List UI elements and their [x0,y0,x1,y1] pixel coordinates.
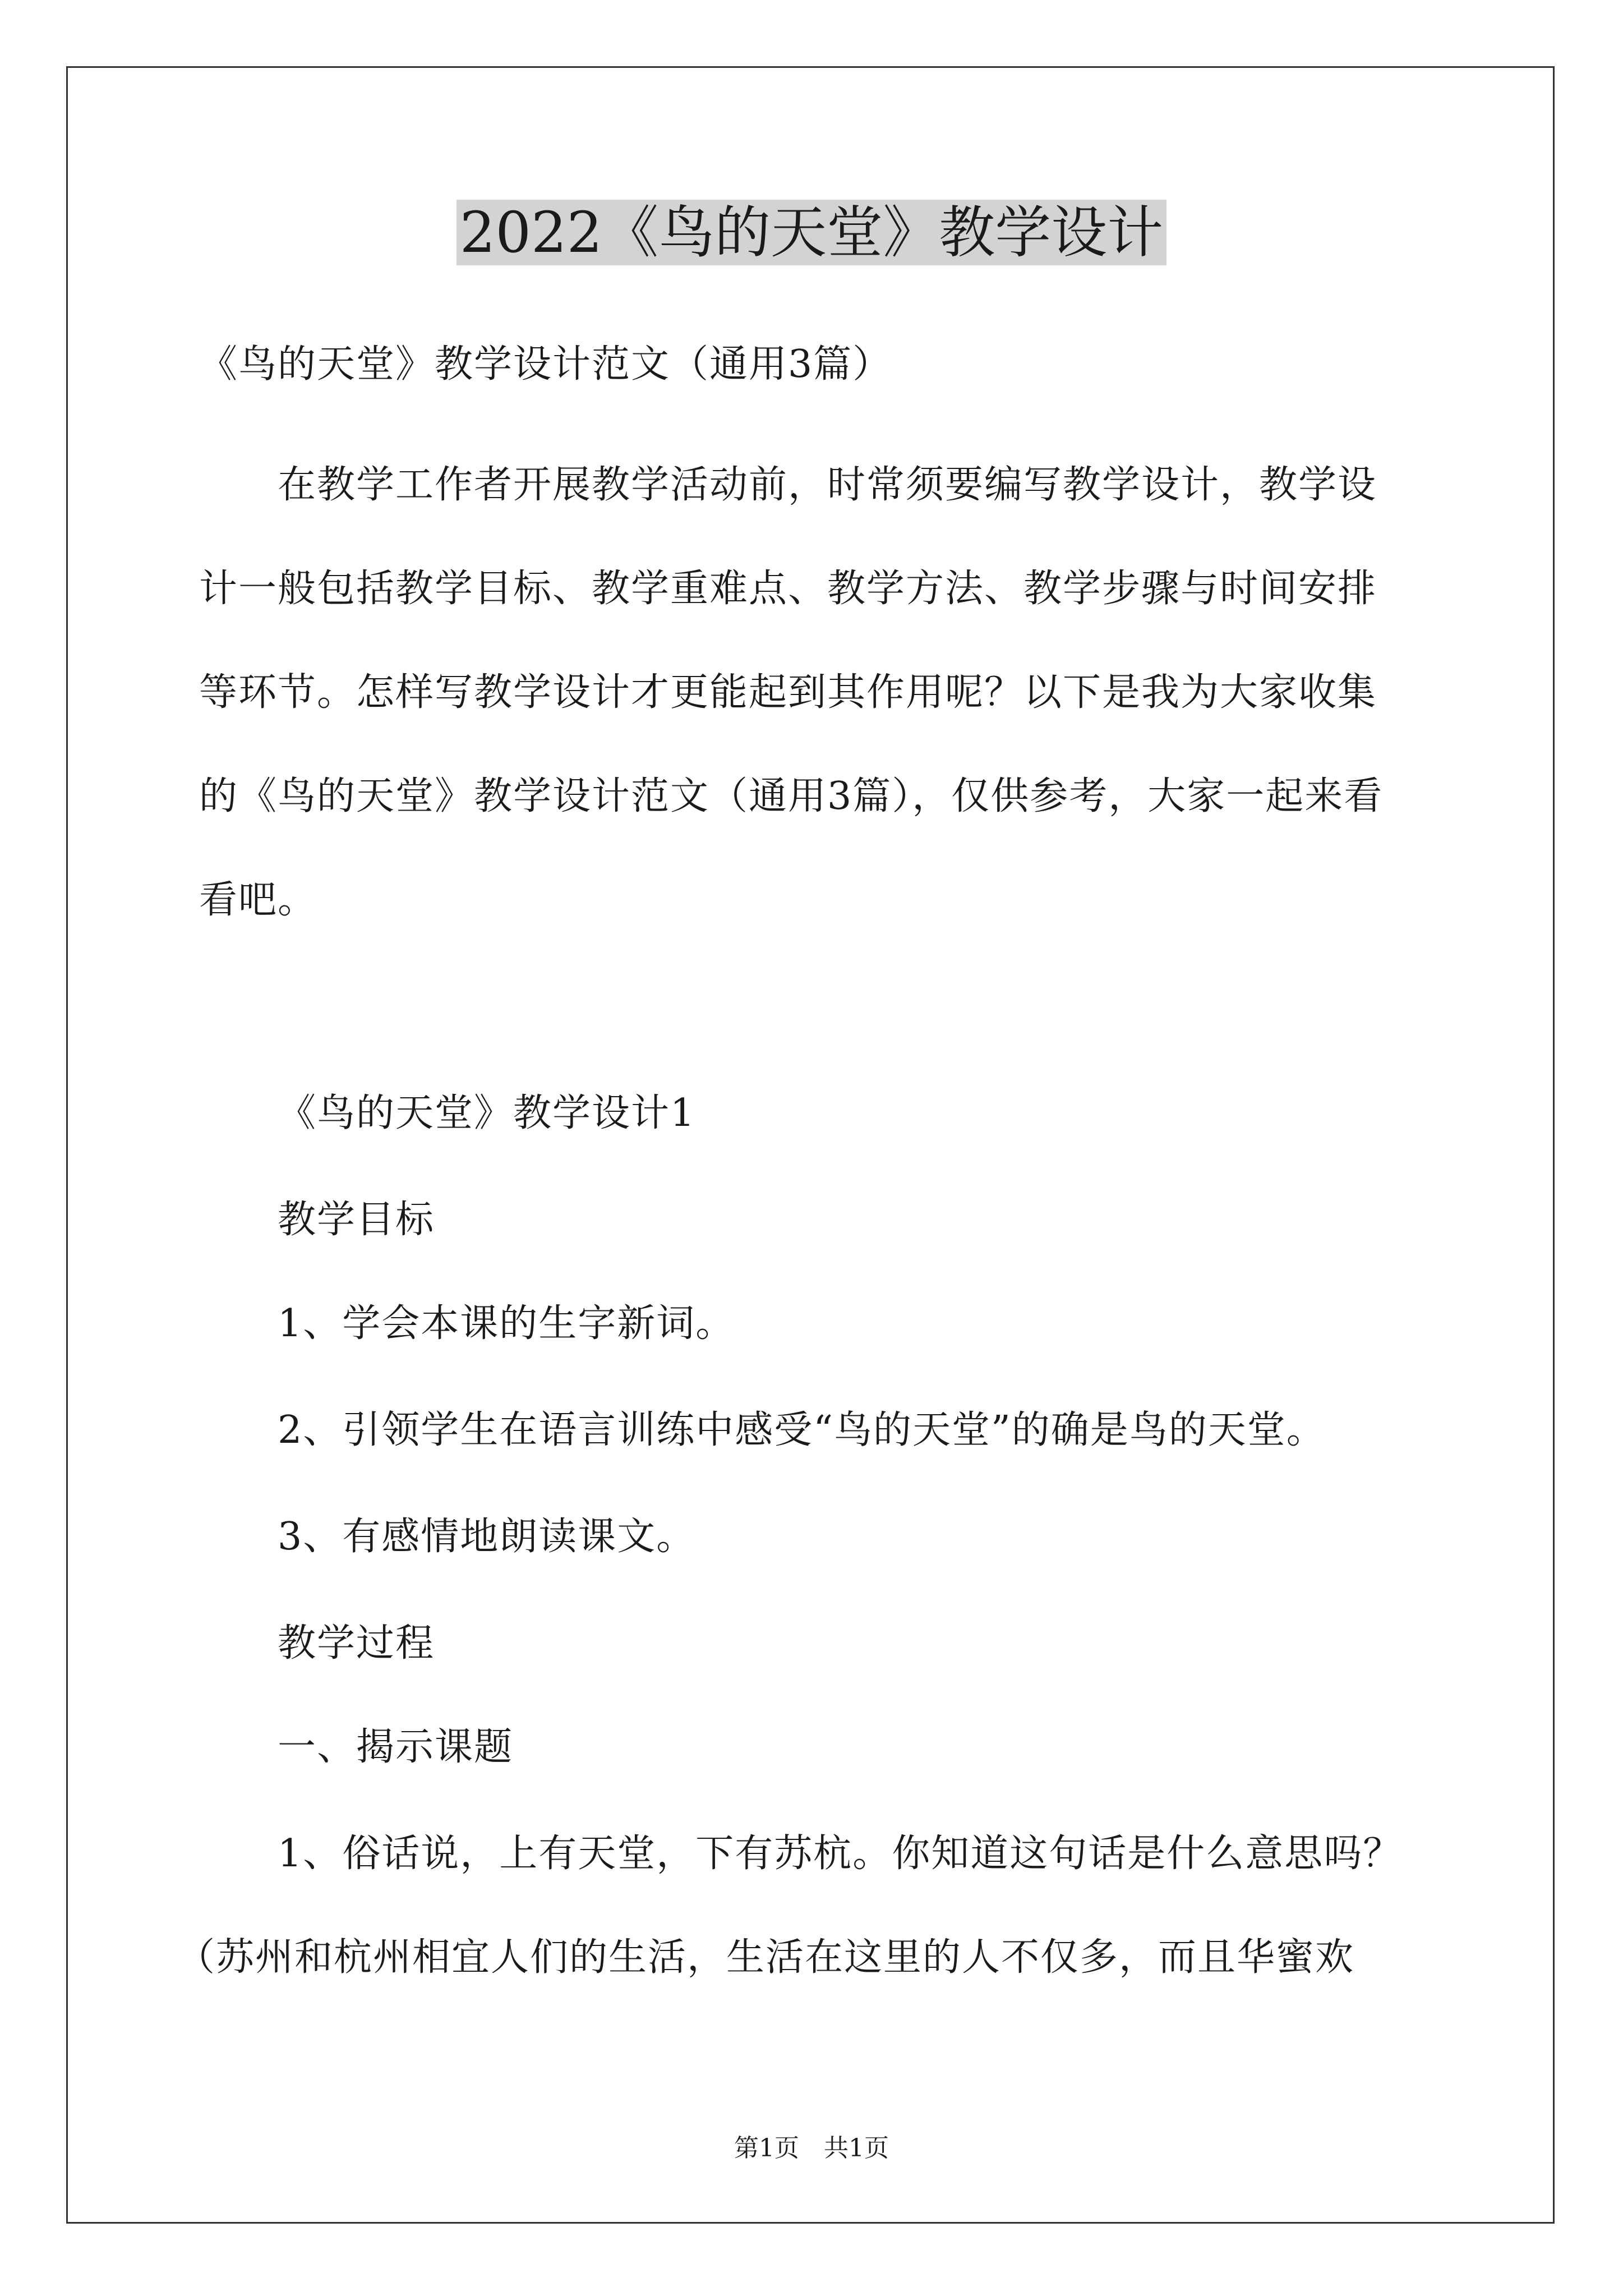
intro-line: 看吧。 [199,878,317,922]
goal-item: 2、引领学生在语言训练中感受“鸟的天堂”的确是鸟的天堂。 [278,1408,1326,1452]
intro-line: 等环节。怎样写教学设计才更能起到其作用呢？以下是我为大家收集 [199,670,1377,715]
intro-line: 在教学工作者开展教学活动前，时常须要编写教学设计，教学设 [278,463,1377,507]
section-heading: 《鸟的天堂》教学设计1 [278,1091,696,1135]
process-heading: 教学过程 [278,1621,435,1665]
subtitle: 《鸟的天堂》教学设计范文（通用3篇） [199,342,892,386]
intro-line: 的《鸟的天堂》教学设计范文（通用3篇），仅供参考，大家一起来看 [199,774,1384,818]
step-line: （苏州和杭州相宜人们的生活，生活在这里的人不仅多，而且华蜜欢 [177,1935,1355,1980]
step-line: 1、俗话说，上有天堂，下有苏杭。你知道这句话是什么意思吗？ [278,1832,1403,1876]
goals-heading: 教学目标 [278,1198,435,1242]
step-heading: 一、揭示课题 [278,1725,514,1769]
document-title: 2022《鸟的天堂》教学设计 [0,194,1623,272]
intro-line: 计一般包括教学目标、教学重难点、教学方法、教学步骤与时间安排 [199,567,1377,611]
goal-item: 3、有感情地朗读课文。 [278,1515,696,1559]
page-footer: 第1页 共1页 [734,2134,889,2162]
goal-item: 1、学会本课的生字新词。 [278,1301,735,1346]
